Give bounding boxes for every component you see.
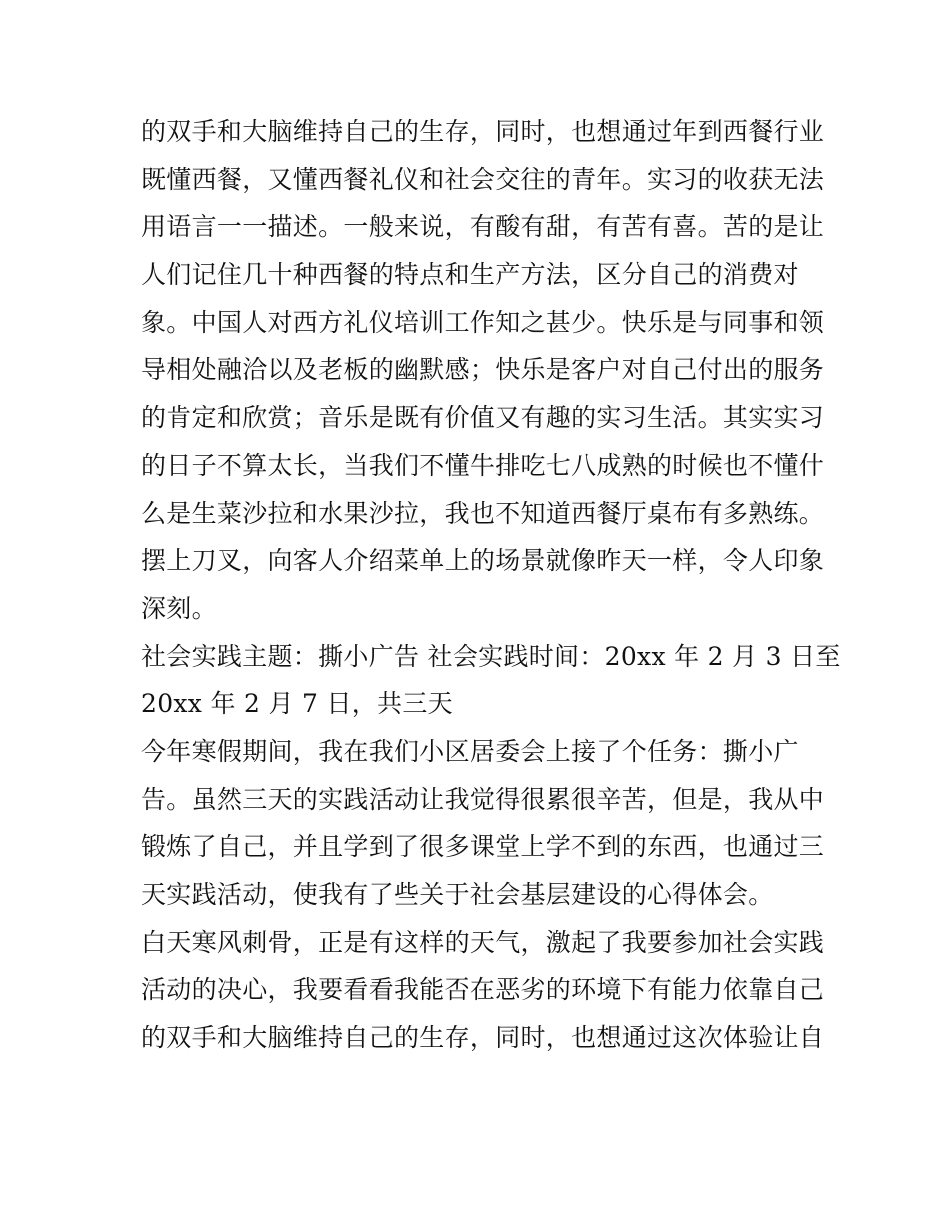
text-line: 今年寒假期间，我在我们小区居委会上接了个任务：撕小广: [141, 736, 799, 766]
text-line: 么是生菜沙拉和水果沙拉，我也不知道西餐厅桌布有多熟练。: [141, 498, 825, 528]
text-line: 锻炼了自己，并且学到了很多课堂上学不到的东西，也通过三: [141, 832, 825, 862]
text-line: 象。中国人对西方礼仪培训工作知之甚少。快乐是与同事和领: [141, 307, 825, 337]
text-line: 既懂西餐，又懂西餐礼仪和社会交往的青年。实习的收获无法: [141, 164, 825, 194]
section-heading-line: 20xx 年 2 月 7 日，共三天: [141, 689, 453, 719]
text-line: 人们记住几十种西餐的特点和生产方法，区分自己的消费对: [141, 260, 799, 290]
section-heading-line: 社会实践主题：撕小广告 社会实践时间：20xx 年 2 月 3 日至: [141, 641, 841, 671]
text-line: 摆上刀叉，向客人介绍菜单上的场景就像昨天一样，令人印象: [141, 546, 825, 576]
text-line: 导相处融洽以及老板的幽默感；快乐是客户对自己付出的服务: [141, 355, 825, 385]
body-text: [141, 108, 841, 1062]
text-line: 用语言一一描述。一般来说，有酸有甜，有苦有喜。苦的是让: [141, 212, 825, 242]
text-line: 活动的决心，我要看看我能否在恶劣的环境下有能力依靠自己: [141, 975, 825, 1005]
text-line: 的肯定和欣赏；音乐是既有价值又有趣的实习生活。其实实习: [141, 403, 825, 433]
text-line: 天实践活动，使我有了些关于社会基层建设的心得体会。: [141, 880, 774, 909]
text-line: 告。虽然三天的实践活动让我觉得很累很辛苦，但是，我从中: [141, 784, 825, 814]
text-line: 的双手和大脑维持自己的生存，同时，也想通过年到西餐行业: [141, 117, 825, 146]
text-line: 白天寒风刺骨，正是有这样的天气，激起了我要参加社会实践: [141, 927, 825, 957]
text-line: 的双手和大脑维持自己的生存，同时，也想通过这次体验让自: [141, 1023, 825, 1053]
text-line: 的日子不算太长，当我们不懂牛排吃七八成熟的时候也不懂什: [141, 450, 825, 480]
text-line: 深刻。: [141, 593, 217, 623]
